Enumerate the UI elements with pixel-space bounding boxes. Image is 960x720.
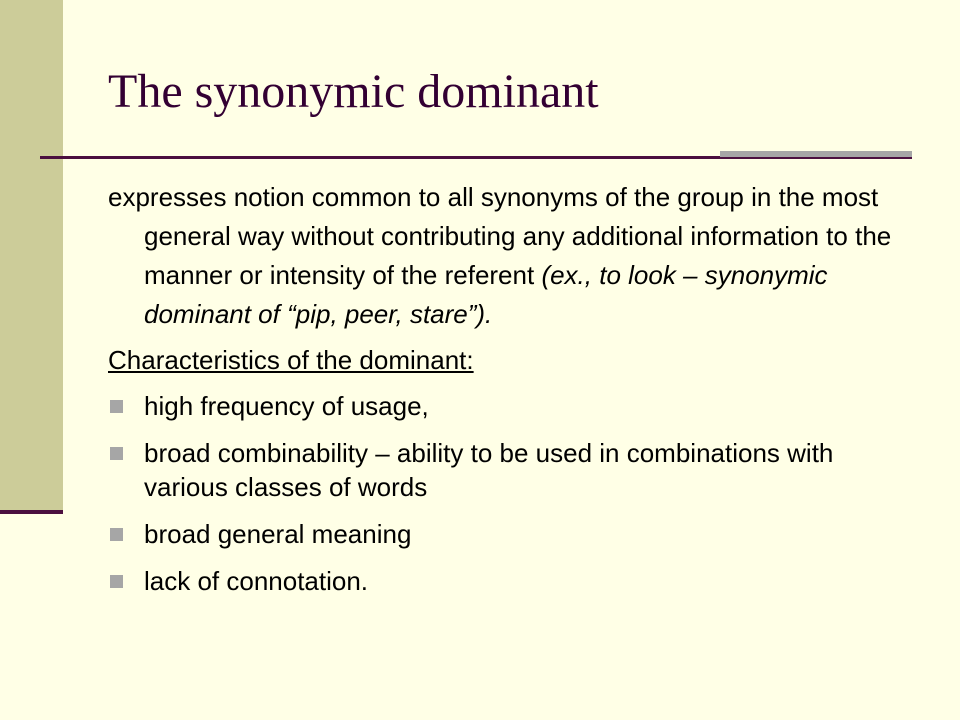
list-item xyxy=(108,564,908,598)
list-item-text: broad general meaning xyxy=(144,519,412,549)
list-item xyxy=(108,436,908,504)
slide-body xyxy=(108,178,908,598)
list-item-text: lack of connotation. xyxy=(144,566,369,596)
definition-paragraph xyxy=(108,178,908,334)
square-bullet-icon xyxy=(110,400,123,413)
square-bullet-icon xyxy=(110,575,123,588)
side-band-rule xyxy=(0,510,63,514)
list-item xyxy=(108,389,908,423)
title-underline-accent xyxy=(720,151,912,157)
slide-title: The synonymic dominant xyxy=(108,65,599,118)
square-bullet-icon xyxy=(110,528,123,541)
side-band xyxy=(0,0,63,510)
characteristics-list xyxy=(108,389,908,598)
definition-example: (ex., to look – synonymic dominant of “pip, peer, stare”). xyxy=(144,260,828,329)
list-item xyxy=(108,517,908,551)
definition-text: expresses notion common to all synonyms of the group in the most general way without contributing any additional information to the manner or intensity of the referent xyxy=(108,182,892,290)
square-bullet-icon xyxy=(110,447,123,460)
list-item-text: high frequency of usage, xyxy=(144,391,429,421)
list-item-text: broad combinability – ability to be used in combinations with various classes of words xyxy=(144,438,834,502)
characteristics-heading: Characteristics of the dominant: xyxy=(108,345,474,375)
